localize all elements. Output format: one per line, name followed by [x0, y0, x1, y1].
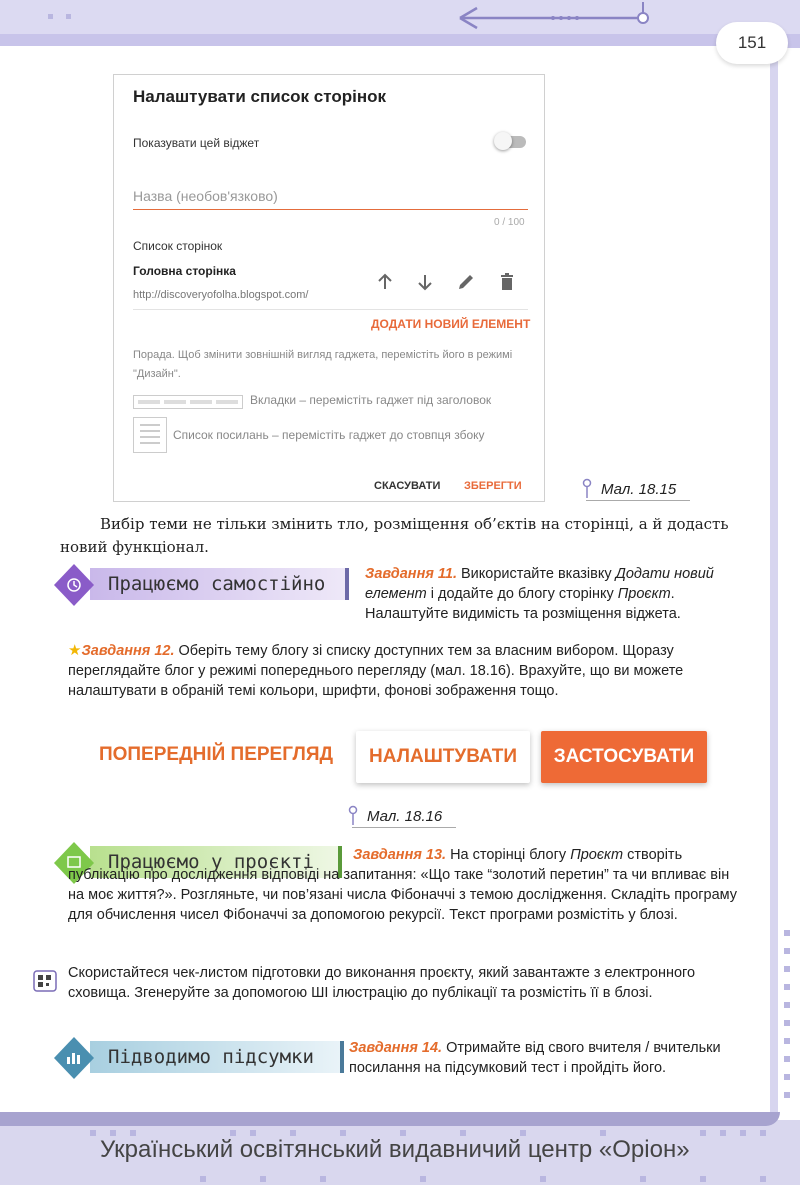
- home-page-url: http://discoveryofolha.blogspot.com/: [133, 289, 309, 301]
- caption-pin-icon: [348, 805, 358, 827]
- task-12: [68, 641, 738, 701]
- cancel-button[interactable]: СКАСУВАТИ: [374, 480, 441, 492]
- task-11-label: Завдання 11.: [365, 566, 457, 582]
- name-input[interactable]: Назва (необов'язково): [133, 188, 278, 204]
- banner-project-title: Працюємо у проєкті: [108, 851, 314, 873]
- show-widget-label: Показувати цей віджет: [133, 136, 260, 150]
- task-13-label: Завдання 13.: [353, 847, 447, 863]
- preview-button[interactable]: ПОПЕРЕДНІЙ ПЕРЕГЛЯД: [98, 744, 334, 765]
- toggle-knob[interactable]: [494, 132, 512, 150]
- pencil-icon[interactable]: [455, 271, 477, 293]
- tabs-hint: Вкладки – перемістіть гаджет під заголовок: [250, 393, 492, 407]
- apply-button[interactable]: ЗАСТОСУВАТИ: [541, 731, 707, 783]
- dialog-title: Налаштувати список сторінок: [133, 87, 386, 106]
- links-gadget-thumbnail: [133, 417, 167, 453]
- nav-arrow-decoration: [455, 2, 655, 32]
- puzzle-chart-icon: [50, 1035, 98, 1081]
- puzzle-clock-icon: [50, 562, 98, 608]
- right-frame: [770, 60, 778, 1126]
- task-14-label: Завдання 14.: [349, 1040, 443, 1056]
- task-13-text: На сторінці блогу: [446, 847, 571, 863]
- qr-resource-text: Скористайтеся чек-листом підготовки до виконання проєкту, який завантажте з електронного сховища. Згенеруйте за допомогою ШІ ілюстрацію до публікації та розмістіть її в блозі.: [68, 965, 696, 1001]
- task-11: [365, 564, 735, 624]
- design-hint: Порада. Щоб змінити зовнішній вигляд гаджета, перемістіть його в режимі "Дизайн".: [133, 349, 513, 380]
- paragraph-theme: Вибір теми не тільки змінить тло, розміщення об’єктів на сторінці, а й додасть новий функціонал.: [60, 515, 729, 556]
- banner-summary: [50, 1041, 340, 1073]
- item-divider: [133, 309, 528, 310]
- task-11-italic2: Проєкт: [617, 586, 671, 602]
- save-button[interactable]: ЗБЕРЕГТИ: [464, 480, 522, 492]
- figure-caption-18-16: Мал. 18.16: [367, 808, 443, 825]
- publisher-footer: Український освітянський видавничий центр «Оріон»: [100, 1136, 690, 1163]
- tabs-gadget-thumbnail: [133, 395, 243, 409]
- task-12-text: Оберіть тему блогу зі списку доступних тем за власним вибором. Щоразу переглядайте блог у режимі попереднього перегляду (мал. 18.16). Врахуйте, що ви можете налаштувати в обраній темі кольори, шрифти, фонові зображення тощо.: [68, 643, 684, 699]
- banner-summary-title: Підводимо підсумки: [108, 1046, 314, 1068]
- figure-caption-18-15: Мал. 18.15: [601, 481, 677, 498]
- task-12-label: Завдання 12.: [81, 643, 175, 659]
- char-counter: 0 / 100: [494, 217, 525, 228]
- caption-underline: [586, 500, 690, 501]
- qr-code-icon: [33, 970, 57, 992]
- name-input-underline: [133, 209, 528, 210]
- task-14: [349, 1038, 735, 1078]
- task-13-text2: створіть публікацію про дослідження відповіді на запитання: «Що таке “золотий перетин” та чи впливає він на моє життя?». Розгляньте, чи пов’язані числа Фібоначчі з темою дослідження. Складіть програму для обчислення чисел Фібоначчі за допомогою рекурсії. Текст програми розмістіть у блозі.: [68, 847, 738, 923]
- banner-self-work: [50, 568, 345, 600]
- arrow-up-icon[interactable]: [374, 271, 396, 293]
- task-14-text: Отримайте від свого вчителя / вчительки посилання на підсумковий тест і пройдіть його.: [349, 1040, 721, 1076]
- task-13-intro: [68, 845, 738, 925]
- banner-self-work-title: Працюємо самостійно: [108, 573, 326, 595]
- task-11-text2: і додайте до блогу сторінку: [426, 586, 618, 602]
- task-11-text: Використайте вказівку: [456, 566, 616, 582]
- arrow-down-icon[interactable]: [414, 271, 436, 293]
- task-11-italic: Додати новий елемент: [365, 566, 714, 602]
- task-11-text3: . Налаштуйте видимість та розміщення віджета.: [365, 586, 681, 622]
- home-page-title: Головна сторінка: [133, 264, 236, 278]
- page-list-dialog: [113, 74, 545, 502]
- bottom-band-stripe: [0, 1112, 780, 1126]
- right-dot-pattern: [784, 930, 794, 1120]
- top-dots: [48, 14, 78, 22]
- pages-list-label: Список сторінок: [133, 239, 223, 253]
- add-new-element-button[interactable]: ДОДАТИ НОВИЙ ЕЛЕМЕНТ: [371, 317, 531, 331]
- trash-icon[interactable]: [496, 271, 518, 293]
- task-13-italic: Проєкт: [570, 847, 624, 863]
- customize-button[interactable]: НАЛАШТУВАТИ: [356, 731, 530, 783]
- caption-pin-icon: [582, 478, 592, 500]
- caption-underline: [352, 827, 456, 828]
- links-hint: Список посилань – перемістіть гаджет до стовпця збоку: [173, 428, 485, 442]
- page-number: 151: [716, 22, 788, 64]
- star-icon: ★: [68, 642, 82, 659]
